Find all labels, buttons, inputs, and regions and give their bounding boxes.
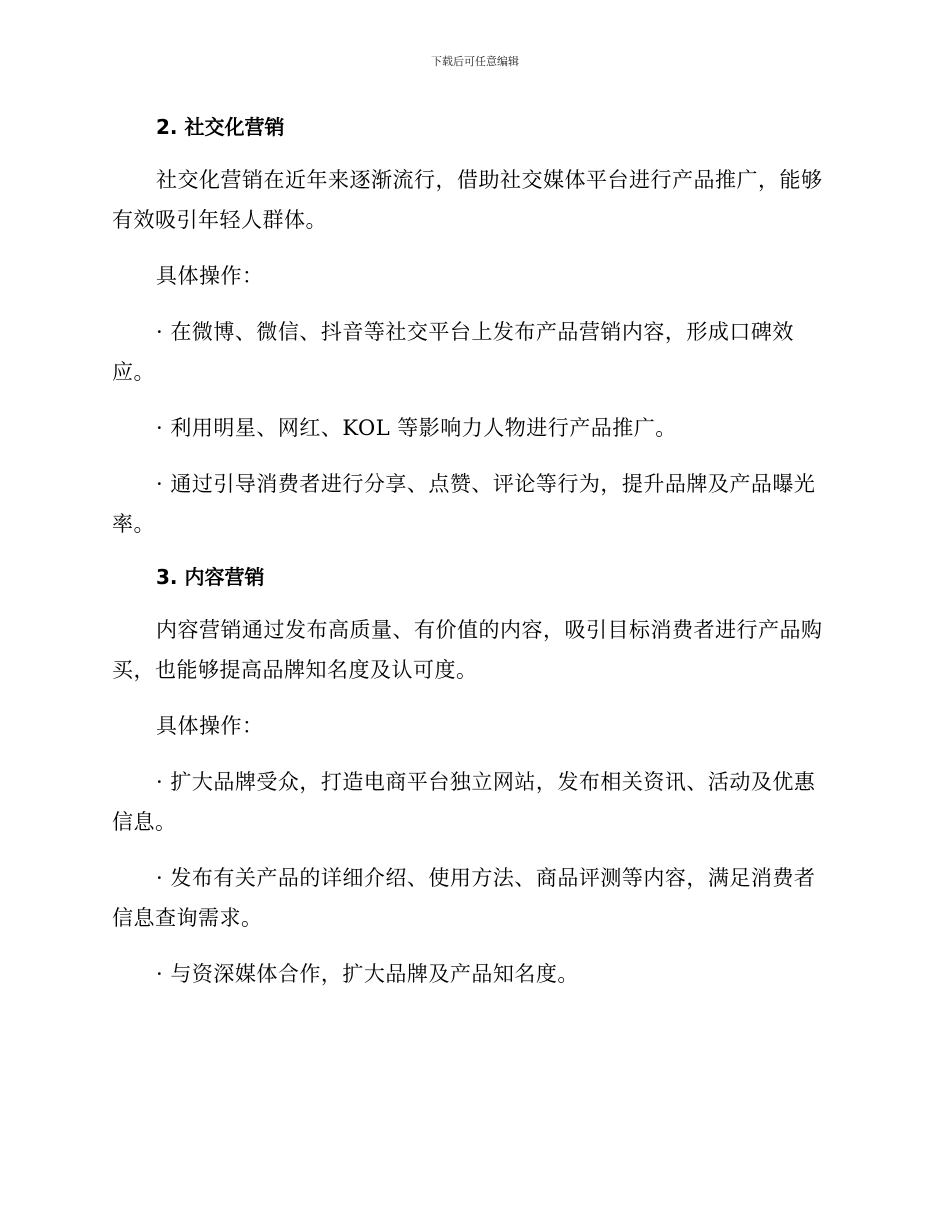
bullet-item: · 发布有关产品的详细介绍、使用方法、商品评测等内容，满足消费者信息查询需求。	[112, 866, 816, 930]
bullet-item: · 在微博、微信、抖音等社交平台上发布产品营销内容，形成口碑效应。	[112, 320, 794, 384]
bullet-item: · 通过引导消费者进行分享、点赞、评论等行为，提升品牌及产品曝光率。	[112, 472, 816, 536]
bullet-item: · 利用明星、网红、KOL 等影响力人物进行产品推广。	[156, 416, 677, 440]
document-body	[112, 112, 832, 994]
bullet-item: · 与资深媒体合作，扩大品牌及产品知名度。	[156, 962, 579, 986]
section-heading-social-marketing: 2. 社交化营销	[156, 115, 285, 139]
header-note: 下载后可任意编辑	[431, 55, 519, 68]
section-intro-social-marketing: 社交化营销在近年来逐渐流行，借助社交媒体平台进行产品推广，能够有效吸引年轻人群体。	[112, 168, 823, 232]
ops-label-content-marketing: 具体操作：	[156, 714, 264, 738]
section-heading-content-marketing: 3. 内容营销	[156, 565, 265, 589]
bullet-item: · 扩大品牌受众，打造电商平台独立网站，发布相关资讯、活动及优惠信息。	[112, 770, 816, 834]
ops-label-social-marketing: 具体操作：	[156, 264, 264, 288]
section-intro-content-marketing: 内容营销通过发布高质量、有价值的内容，吸引目标消费者进行产品购买，也能够提高品牌知名度及认可度。	[112, 618, 823, 682]
